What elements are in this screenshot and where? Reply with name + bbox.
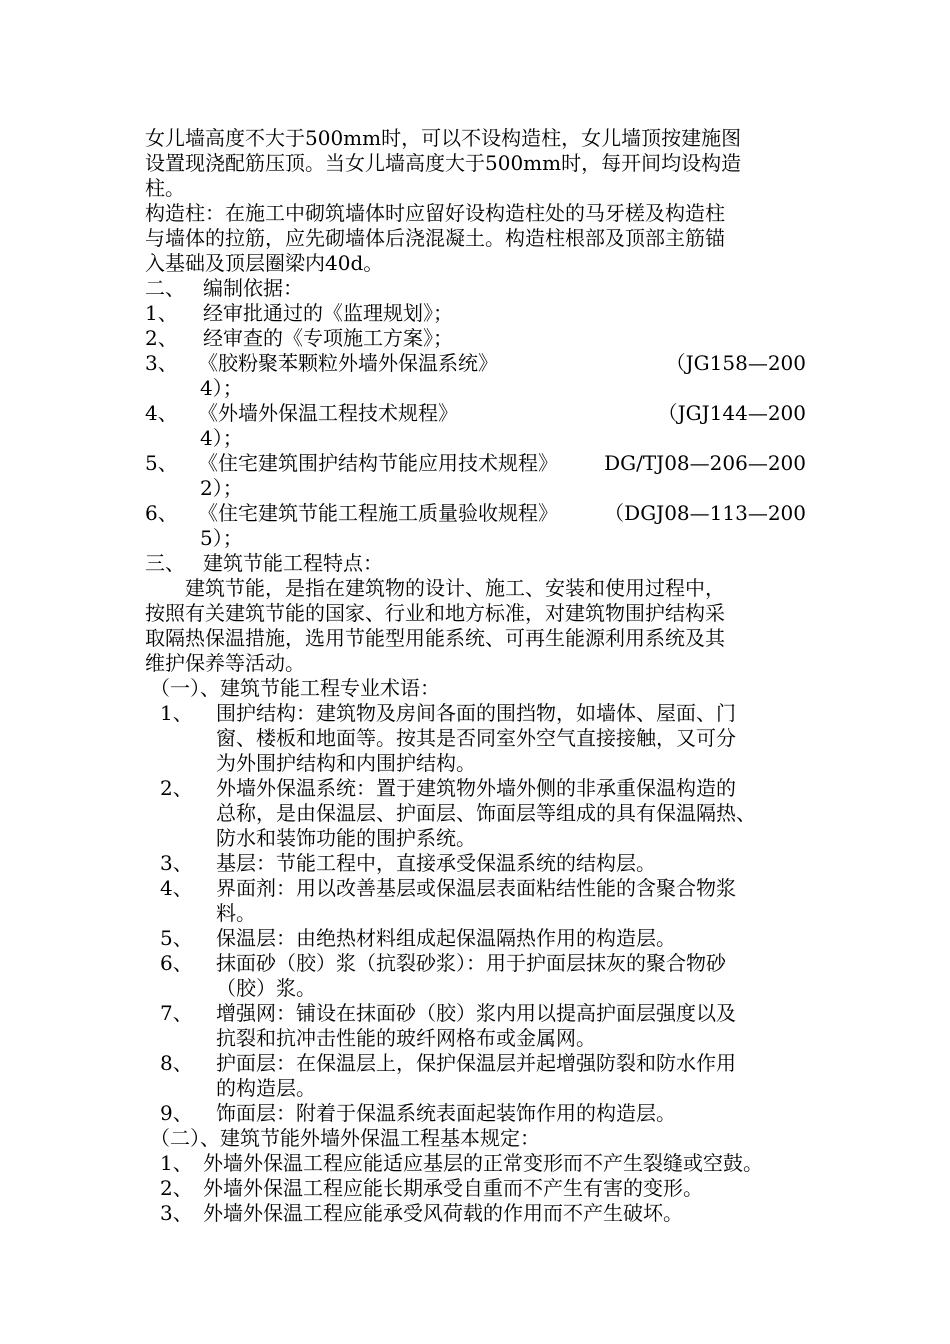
term-item-number: 2、 — [160, 776, 193, 800]
term-item-line: 增强网：铺设在抹面砂（胶）浆内用以提高护面层强度以及 — [216, 1001, 736, 1025]
term-item-line: 为外围护结构和内围护结构。 — [216, 751, 476, 775]
basis-item-text: 《住宅建筑围护结构节能应用技术规程》 — [198, 451, 558, 475]
basis-item-code-cont: 5）； — [200, 526, 243, 550]
term-item-line: 保温层：由绝热材料组成起保温隔热作用的构造层。 — [216, 926, 676, 950]
term-item-line: 总称，是由保温层、护面层、饰面层等组成的具有保温隔热、 — [216, 801, 756, 825]
term-item-number: 8、 — [160, 1051, 193, 1075]
intro-line: 与墙体的拉筋，应先砌墙体后浇混凝土。构造柱根部及顶部主筋锚 — [145, 226, 725, 250]
section-3-paragraph-line: 维护保养等活动。 — [145, 651, 305, 675]
term-item-line: 防水和装饰功能的围护系统。 — [216, 826, 476, 850]
basis-item-number: 3、 — [145, 351, 178, 375]
term-item-line: 抗裂和抗冲击性能的玻纤网格布或金属网。 — [216, 1026, 596, 1050]
basis-item-code-cont: 4）； — [200, 376, 243, 400]
intro-line: 柱。 — [145, 176, 185, 200]
section-3-paragraph-line: 按照有关建筑节能的国家、行业和地方标准，对建筑物围护结构采 — [145, 601, 725, 625]
basis-item-text: 《胶粉聚苯颗粒外墙外保温系统》 — [198, 351, 498, 375]
term-item-line: 基层：节能工程中，直接承受保温系统的结构层。 — [216, 851, 656, 875]
rule-item-text: 外墙外保温工程应能长期承受自重而不产生有害的变形。 — [203, 1176, 703, 1200]
section-2-number: 二、 — [145, 276, 185, 300]
term-item-line: 界面剂：用以改善基层或保温层表面粘结性能的含聚合物浆 — [216, 876, 736, 900]
term-item-number: 5、 — [160, 926, 193, 950]
basis-item-code: （JG158—200 — [665, 351, 806, 375]
intro-line: 构造柱：在施工中砌筑墙体时应留好设构造柱处的马牙槎及构造柱 — [145, 201, 725, 225]
basis-item-number: 6、 — [145, 501, 178, 525]
rule-item-text: 外墙外保温工程应能承受风荷载的作用而不产生破坏。 — [203, 1201, 683, 1225]
rule-item-text: 外墙外保温工程应能适应基层的正常变形而不产生裂缝或空鼓。 — [203, 1151, 763, 1175]
term-item-number: 4、 — [160, 876, 193, 900]
term-item-line: 外墙外保温系统：置于建筑物外墙外侧的非承重保温构造的 — [216, 776, 736, 800]
basis-item-code: DG/TJ08—206—200 — [604, 451, 806, 475]
subsection-1-title: （一）、建筑节能工程专业术语： — [150, 676, 440, 700]
basis-item-text: 经审批通过的《监理规划》； — [203, 301, 453, 325]
term-item-number: 9、 — [160, 1101, 193, 1125]
section-2-title: 编制依据： — [203, 276, 303, 300]
term-item-line: 窗、楼板和地面等。按其是否同室外空气直接接触，又可分 — [216, 726, 736, 750]
intro-line: 女儿墙高度不大于500mm时，可以不设构造柱，女儿墙顶按建施图 — [145, 126, 742, 150]
basis-item-number: 1、 — [145, 301, 178, 325]
term-item-number: 7、 — [160, 1001, 193, 1025]
term-item-line: 抹面砂（胶）浆（抗裂砂浆）：用于护面层抹灰的聚合物砂 — [216, 951, 726, 975]
term-item-number: 1、 — [160, 701, 193, 725]
intro-line: 设置现浇配筋压顶。当女儿墙高度大于500mm时，每开间均设构造 — [145, 151, 742, 175]
intro-line: 入基础及顶层圈梁内40d。 — [145, 251, 384, 275]
section-3-title: 建筑节能工程特点： — [203, 551, 383, 575]
term-item-line: 饰面层：附着于保温系统表面起装饰作用的构造层。 — [216, 1101, 676, 1125]
term-item-number: 6、 — [160, 951, 193, 975]
basis-item-code: （DGJ08—113—200 — [604, 501, 806, 525]
section-3-number: 三、 — [145, 551, 185, 575]
basis-item-number: 2、 — [145, 326, 178, 350]
term-item-line: 护面层：在保温层上，保护保温层并起增强防裂和防水作用 — [216, 1051, 736, 1075]
term-item-line: 料。 — [216, 901, 256, 925]
basis-item-text: 经审查的《专项施工方案》； — [203, 326, 453, 350]
basis-item-number: 4、 — [145, 401, 178, 425]
term-item-line: （胶）浆。 — [216, 976, 316, 1000]
basis-item-code: （JGJ144—200 — [657, 401, 806, 425]
subsection-2-title: （二）、建筑节能外墙外保温工程基本规定： — [150, 1126, 540, 1150]
basis-item-text: 《住宅建筑节能工程施工质量验收规程》 — [198, 501, 558, 525]
section-3-paragraph-line: 建筑节能，是指在建筑物的设计、施工、安装和使用过程中， — [185, 576, 725, 600]
term-item-number: 3、 — [160, 851, 193, 875]
section-3-paragraph-line: 取隔热保温措施，选用节能型用能系统、可再生能源利用系统及其 — [145, 626, 725, 650]
term-item-line: 的构造层。 — [216, 1076, 316, 1100]
rule-item-number: 2、 — [160, 1176, 193, 1200]
basis-item-number: 5、 — [145, 451, 178, 475]
rule-item-number: 3、 — [160, 1201, 193, 1225]
basis-item-code-cont: 2）； — [200, 476, 243, 500]
rule-item-number: 1、 — [160, 1151, 193, 1175]
term-item-line: 围护结构：建筑物及房间各面的围挡物，如墙体、屋面、门 — [216, 701, 736, 725]
basis-item-text: 《外墙外保温工程技术规程》 — [198, 401, 458, 425]
basis-item-code-cont: 4）； — [200, 426, 243, 450]
